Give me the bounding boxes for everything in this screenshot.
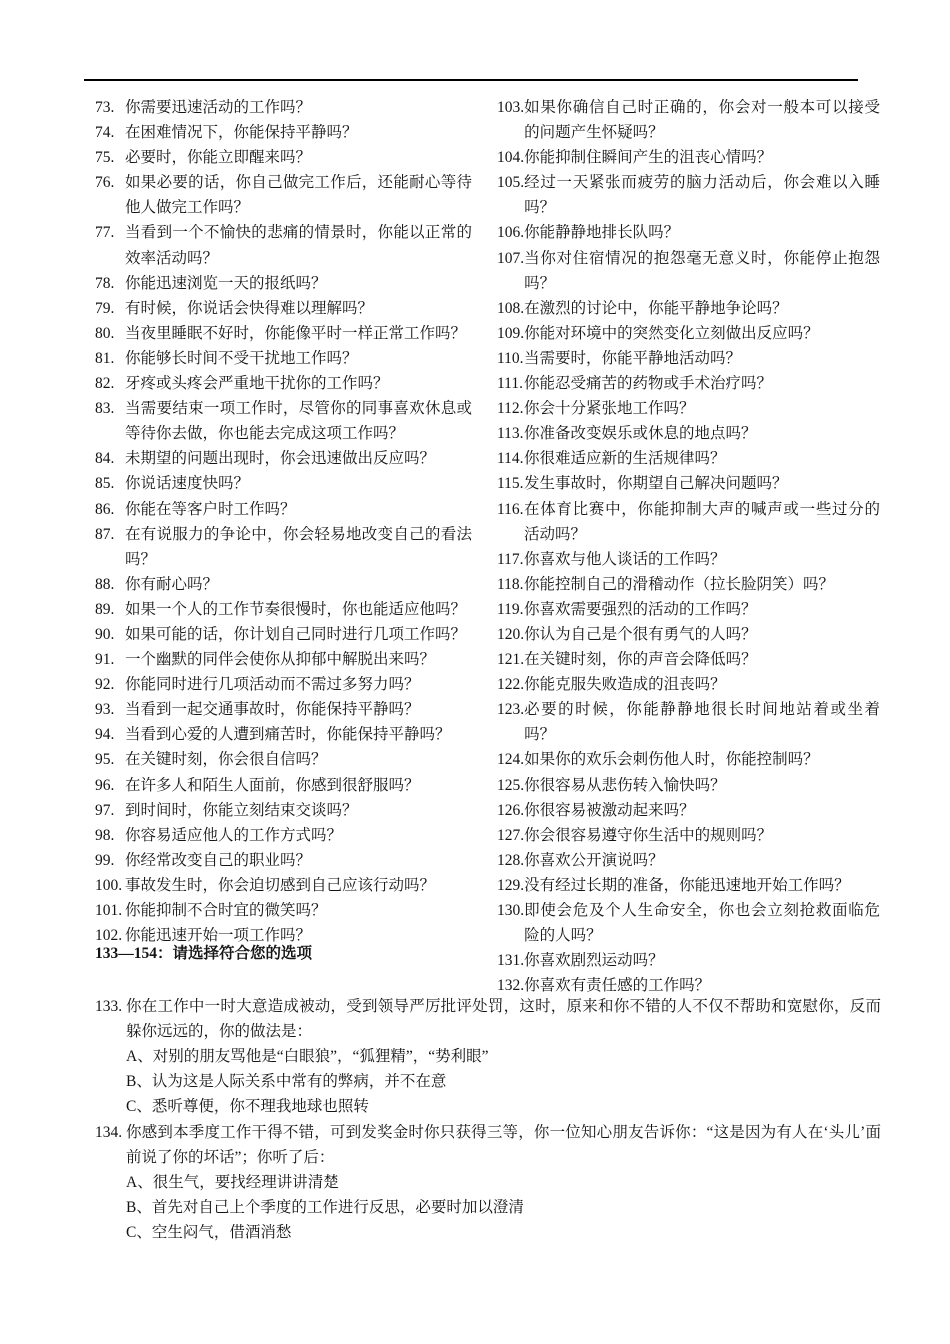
question-number: 106. [497, 224, 525, 242]
question-text: 你有耐心吗？ [125, 575, 219, 593]
question-text: 你喜欢公开演说吗？ [524, 851, 664, 869]
question-item [497, 170, 880, 220]
question-number: 84. [95, 450, 115, 468]
question-item [95, 296, 472, 321]
question-item [95, 898, 472, 923]
question-item [497, 848, 880, 873]
question-item [95, 321, 472, 346]
question-item [95, 622, 472, 647]
question-number: 118. [497, 575, 524, 593]
question-text: 当看到心爱的人遭到痛苦时，你能保持平静吗？ [125, 726, 451, 744]
question-item [95, 697, 472, 722]
option-text: C、悉听尊便，你不理我地球也照转 [126, 1098, 369, 1116]
question-text: 你很容易从悲伤转入愉快吗？ [524, 776, 726, 794]
question-number: 128. [497, 851, 525, 869]
question-item [497, 873, 880, 898]
question-number: 110. [497, 349, 524, 367]
question-number: 86. [95, 500, 115, 518]
question-text: 在困难情况下，你能保持平静吗？ [125, 124, 358, 142]
question-item [497, 572, 880, 597]
question-item [497, 647, 880, 672]
question-number: 111. [497, 375, 523, 393]
question-number: 95. [95, 751, 115, 769]
question-number: 103. [497, 99, 525, 116]
question-item [497, 773, 880, 798]
question-item [95, 647, 472, 672]
question-item [95, 371, 472, 396]
question-text: 如果你确信自己时正确的，你会对一般本可以接受的问题产生怀疑吗？ [524, 99, 880, 142]
question-item [497, 471, 880, 496]
question-item [95, 873, 472, 898]
question-text: 没有经过长期的准备，你能迅速地开始工作吗？ [524, 876, 850, 894]
question-text: 你容易适应他人的工作方式吗？ [125, 826, 343, 844]
question-text: 你准备改变娱乐或休息的地点吗？ [524, 425, 757, 443]
question-text: 你喜欢剧烈运动吗？ [524, 952, 664, 970]
question-text: 你能忍受痛苦的药物或手术治疗吗？ [524, 375, 773, 393]
question-text: 在关键时刻，你会很自信吗？ [125, 751, 327, 769]
question-text: 如果可能的话，你计划自己同时进行几项工作吗？ [125, 625, 467, 643]
question-text: 你认为自己是个很有勇气的人吗？ [524, 625, 757, 643]
question-number: 100. [95, 876, 123, 894]
question-text: 你很难适应新的生活规律吗？ [524, 450, 726, 468]
question-number: 93. [95, 701, 115, 719]
question-text: 一个幽默的同伴会使你从抑郁中解脱出来吗？ [125, 651, 436, 669]
question-item [497, 798, 880, 823]
question-number: 90. [95, 625, 115, 643]
question-number: 130. [497, 902, 525, 919]
question-text: 即使会危及个人生命安全，你也会立刻抢救面临危险的人吗？ [524, 902, 880, 945]
question-item [95, 220, 472, 270]
question-text: 你能同时进行几项活动而不需过多努力吗？ [125, 676, 420, 694]
question-text: 你能够长时间不受干扰地工作吗？ [125, 349, 358, 367]
question-item [497, 747, 880, 772]
question-text: 当需要时，你能平静地活动吗？ [524, 349, 742, 367]
option-text: B、首先对自己上个季度的工作进行反思，必要时加以澄清 [126, 1198, 524, 1216]
choice-question-body [126, 994, 881, 1119]
question-item [497, 421, 880, 446]
choice-items [95, 994, 886, 1245]
question-text: 你喜欢与他人谈话的工作吗？ [524, 550, 726, 568]
question-number: 121. [497, 651, 525, 669]
question-number: 79. [95, 299, 115, 317]
question-item [497, 446, 880, 471]
question-text: 未期望的问题出现时，你会迅速做出反应吗？ [125, 450, 436, 468]
question-number: 129. [497, 876, 525, 894]
question-text: 在有说服力的争论中，你会轻易地改变自己的看法吗？ [125, 525, 472, 568]
question-number: 122. [497, 676, 525, 694]
question-text: 你能抑制住瞬间产生的沮丧心情吗？ [524, 149, 773, 167]
question-item [497, 622, 880, 647]
question-number: 125. [497, 776, 525, 794]
question-number: 131. [497, 952, 525, 970]
question-number: 85. [95, 475, 115, 493]
question-text: 当你对住宿情况的抱怨毫无意义时，你能停止抱怨吗？ [524, 249, 880, 292]
question-item [497, 497, 880, 547]
option-text: C、空生闷气，借酒消愁 [126, 1223, 292, 1241]
question-number: 102. [95, 927, 123, 945]
question-item [497, 321, 880, 346]
question-columns [95, 95, 880, 998]
question-text: 必要的时候，你能静静地很长时间地站着或坐着吗？ [524, 701, 880, 744]
question-number: 76. [95, 174, 115, 192]
question-text: 你能在等客户时工作吗？ [125, 500, 296, 518]
question-text: 在关键时刻，你的声音会降低吗？ [524, 651, 757, 669]
question-number: 123. [497, 701, 525, 719]
question-text: 你喜欢需要强烈的活动的工作吗？ [524, 600, 757, 618]
question-number: 126. [497, 801, 525, 819]
question-item [497, 396, 880, 421]
question-text: 如果你的欢乐会刺伤他人时，你能控制吗？ [524, 751, 819, 769]
question-text: 牙疼或头疼会严重地干扰你的工作吗？ [125, 375, 389, 393]
question-number: 99. [95, 851, 115, 869]
question-item [95, 747, 472, 772]
question-number: 105. [497, 174, 525, 192]
question-number: 91. [95, 651, 115, 669]
question-text: 你能静静地排长队吗？ [524, 224, 680, 242]
question-item [95, 597, 472, 622]
question-item [95, 396, 472, 446]
question-text: 如果必要的话，你自己做完工作后，还能耐心等待他人做完工作吗？ [125, 174, 472, 217]
question-number: 120. [497, 625, 525, 643]
question-text: 在许多人和陌生人面前，你感到很舒服吗？ [125, 776, 420, 794]
question-text: 在激烈的讨论中，你能平静地争论吗？ [524, 299, 788, 317]
question-text: 你在工作中一时大意造成被动，受到领导严厉批评处罚，这时，原来和你不错的人不仅不帮助和宽慰你，反而躲你远远的，你的做法是： [126, 998, 881, 1041]
question-item [95, 497, 472, 522]
option-text: A、很生气，要找经理讲讲清楚 [126, 1173, 339, 1191]
question-text: 你很容易被激动起来吗？ [524, 801, 695, 819]
question-text: 你能抑制不合时宜的微笑吗？ [125, 902, 327, 919]
question-text: 你能控制自己的滑稽动作（拉长脸阴笑）吗？ [524, 575, 835, 593]
question-item [497, 95, 880, 145]
question-item [95, 170, 472, 220]
question-number: 83. [95, 400, 115, 418]
question-item [497, 597, 880, 622]
question-item [95, 471, 472, 496]
question-number: 88. [95, 575, 115, 593]
question-text: 事故发生时，你会迫切感到自己应该行动吗？ [125, 876, 436, 894]
question-number: 108. [497, 299, 525, 317]
question-number: 78. [95, 274, 115, 292]
question-number: 92. [95, 676, 115, 694]
question-number: 80. [95, 324, 115, 342]
question-text: 你需要迅速活动的工作吗？ [125, 99, 312, 116]
question-item [95, 722, 472, 747]
question-item [497, 823, 880, 848]
question-number: 104. [497, 149, 525, 167]
question-number: 119. [497, 600, 524, 618]
question-number: 87. [95, 525, 115, 543]
question-item [95, 773, 472, 798]
question-number: 94. [95, 726, 115, 744]
question-number: 107. [497, 249, 525, 267]
question-item [95, 120, 472, 145]
question-text: 你会很容易遵守你生活中的规则吗？ [524, 826, 773, 844]
question-text: 你能对环境中的突然变化立刻做出反应吗？ [524, 324, 819, 342]
question-text: 当看到一起交通事故时，你能保持平静吗？ [125, 701, 420, 719]
question-item [497, 145, 880, 170]
question-number: 132. [497, 977, 525, 995]
question-number: 115. [497, 475, 524, 493]
question-item [497, 371, 880, 396]
question-text: 你能迅速开始一项工作吗？ [125, 927, 312, 945]
question-number: 114. [497, 450, 524, 468]
question-item [95, 95, 472, 120]
question-item [95, 145, 472, 170]
question-number: 117. [497, 550, 524, 568]
question-number: 89. [95, 600, 115, 618]
question-item [95, 522, 472, 572]
question-text: 在体育比赛中，你能抑制大声的喊声或一些过分的活动吗？ [524, 500, 880, 543]
question-number: 116. [497, 500, 524, 518]
section-header: 133—154：请选择符合您的选项 [95, 945, 313, 962]
question-text: 当看到一个不愉快的悲痛的情景时，你能以正常的效率活动吗？ [125, 224, 472, 267]
question-text: 你经常改变自己的职业吗？ [125, 851, 312, 869]
question-item [95, 271, 472, 296]
question-item [497, 296, 880, 321]
question-number: 77. [95, 224, 115, 242]
question-number: 134. [95, 1123, 123, 1141]
question-text: 你能迅速浏览一天的报纸吗？ [125, 274, 327, 292]
question-item [95, 346, 472, 371]
question-item [497, 672, 880, 697]
question-number: 81. [95, 349, 115, 367]
choice-question-item [95, 994, 886, 1119]
question-number: 109. [497, 324, 525, 342]
question-item [95, 672, 472, 697]
question-item [95, 823, 472, 848]
question-item [497, 547, 880, 572]
question-number: 127. [497, 826, 525, 844]
question-number: 124. [497, 751, 525, 769]
question-text: 你能克服失败造成的沮丧吗？ [524, 676, 726, 694]
question-item [497, 697, 880, 747]
question-item [95, 798, 472, 823]
question-number: 73. [95, 99, 115, 116]
questions-column-left [95, 95, 472, 998]
question-text: 经过一天紧张而疲劳的脑力活动后，你会难以入睡吗？ [524, 174, 880, 217]
question-number: 133. [95, 998, 123, 1016]
question-item [95, 446, 472, 471]
question-number: 98. [95, 826, 115, 844]
questions-column-right [497, 95, 880, 998]
option-text: B、认为这是人际关系中常有的弊病，并不在意 [126, 1073, 447, 1091]
question-number: 97. [95, 801, 115, 819]
question-text: 有时候，你说话会快得难以理解吗？ [125, 299, 374, 317]
question-text: 到时间时，你能立刻结束交谈吗？ [125, 801, 358, 819]
choice-section [95, 941, 886, 1245]
question-item [497, 220, 880, 245]
question-number: 112. [497, 400, 524, 418]
question-number: 82. [95, 375, 115, 393]
question-text: 你感到本季度工作干得不错，可到发奖金时你只获得三等，你一位知心朋友告诉你：“这是因为有人在‘头儿’面前说了你的坏话”；你听了后： [126, 1123, 881, 1166]
question-item [95, 848, 472, 873]
question-number: 74. [95, 124, 115, 142]
question-text: 必要时，你能立即醒来吗？ [125, 149, 312, 167]
question-number: 113. [497, 425, 524, 443]
question-text: 发生事故时，你期望自己解决问题吗？ [524, 475, 788, 493]
question-text: 你会十分紧张地工作吗？ [524, 400, 695, 418]
question-number: 75. [95, 149, 115, 167]
question-item [95, 572, 472, 597]
option-text: A、对别的朋友骂他是“白眼狼”，“狐狸精”，“势利眼” [126, 1048, 489, 1066]
header-rule [84, 79, 858, 81]
question-text: 你喜欢有责任感的工作吗？ [524, 977, 711, 995]
question-item [497, 346, 880, 371]
question-item [497, 246, 880, 296]
question-text: 如果一个人的工作节奏很慢时，你也能适应他吗？ [125, 600, 467, 618]
question-number: 96. [95, 776, 115, 794]
question-number: 101. [95, 902, 123, 919]
choice-question-item [95, 1120, 886, 1245]
question-text: 当夜里睡眠不好时，你能像平时一样正常工作吗？ [125, 324, 467, 342]
question-text: 你说话速度快吗？ [125, 475, 250, 493]
question-text: 当需要结束一项工作时，尽管你的同事喜欢休息或等待你去做，你也能去完成这项工作吗？ [125, 400, 472, 443]
choice-question-body [126, 1120, 881, 1245]
